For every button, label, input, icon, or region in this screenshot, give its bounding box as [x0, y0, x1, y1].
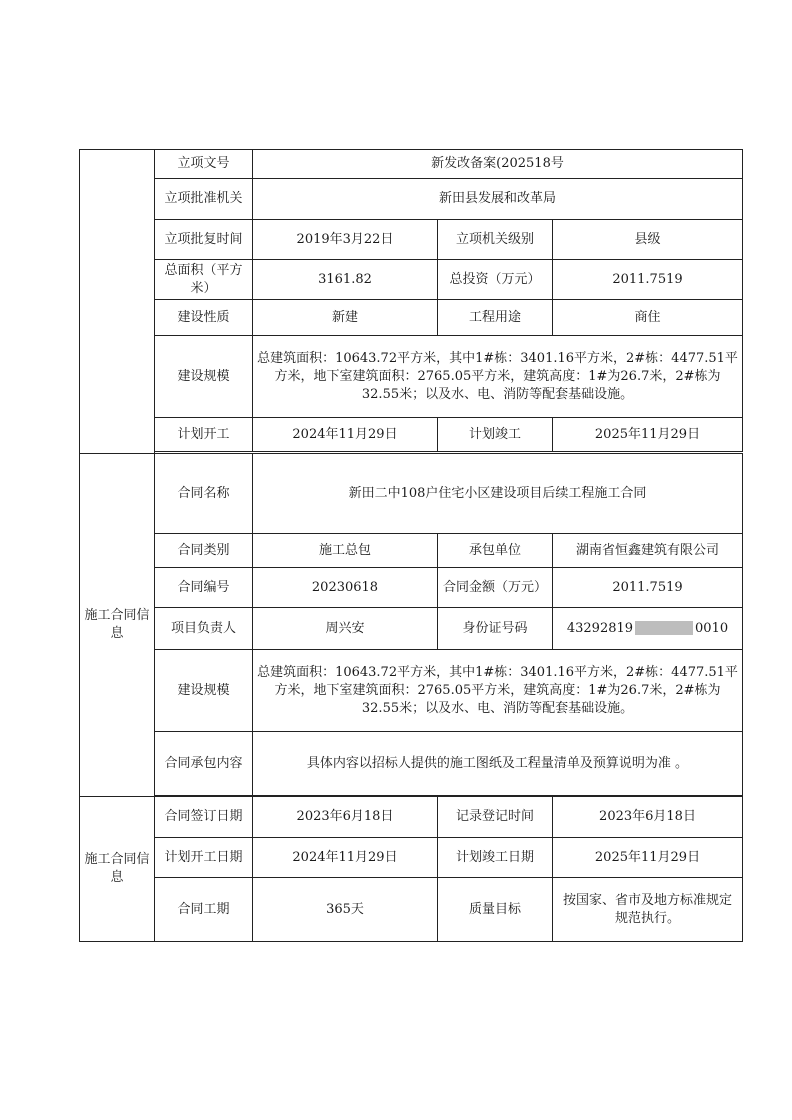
record-date-value: 2023年6月18日 [553, 797, 743, 838]
contract-amount-label: 合同金额（万元） [438, 568, 553, 608]
contract-amount-value: 2011.7519 [553, 568, 743, 608]
scale-value: 总建筑面积：10643.72平方米，其中1#栋：3401.16平方米，2#栋：4477.51平方米，地下室建筑面积：2765.05平方米，建筑高度：1#为26.7米，2#栋为32.55米；以及水、电、消防等配套基础设施。 [253, 336, 743, 418]
contract-content-value: 具体内容以招标人提供的施工图纸及工程量清单及预算说明为准 。 [253, 732, 743, 796]
table-row [80, 300, 743, 336]
nature-value: 新建 [253, 300, 438, 336]
manager-label: 项目负责人 [155, 608, 253, 650]
total-area-value: 3161.82 [253, 260, 438, 300]
org-level-label: 立项机关级别 [438, 220, 553, 260]
table-row [80, 260, 743, 300]
contractor-label: 承包单位 [438, 534, 553, 568]
plan-finish-date-label: 计划竣工日期 [438, 838, 553, 878]
approval-no-value: 新发改备案(202518号 [253, 150, 743, 179]
contract-type-value: 施工总包 [253, 534, 438, 568]
table-row [80, 179, 743, 220]
total-area-label: 总面积（平方米） [155, 260, 253, 300]
approval-date-value: 2019年3月22日 [253, 220, 438, 260]
table-row [80, 608, 743, 650]
id-value [553, 608, 743, 650]
duration-value: 365天 [253, 878, 438, 942]
table-row [80, 732, 743, 796]
usage-label: 工程用途 [438, 300, 553, 336]
approval-no-label: 立项文号 [155, 150, 253, 179]
table-row [80, 797, 743, 838]
table-row [80, 838, 743, 878]
table-row [80, 336, 743, 418]
id-label: 身份证号码 [438, 608, 553, 650]
plan-start-date-value: 2024年11月29日 [253, 838, 438, 878]
table-row [80, 418, 743, 452]
contract-section-label: 施工合同信息 [80, 454, 155, 797]
quality-label: 质量目标 [438, 878, 553, 942]
plan-finish-label: 计划竣工 [438, 418, 553, 452]
contract-name-value: 新田二中108户住宅小区建设项目后续工程施工合同 [253, 454, 743, 534]
total-invest-label: 总投资（万元） [438, 260, 553, 300]
contract-scale-value: 总建筑面积：10643.72平方米，其中1#栋：3401.16平方米，2#栋：4477.51平方米，地下室建筑面积：2765.05平方米，建筑高度：1#为26.7米，2#栋为32.55米；以及水、电、消防等配套基础设施。 [253, 650, 743, 732]
contract-content-label: 合同承包内容 [155, 732, 253, 796]
contract2-section-label: 施工合同信息 [80, 797, 155, 942]
table-row [80, 220, 743, 260]
contract-scale-label: 建设规模 [155, 650, 253, 732]
contract-number-value: 20230618 [253, 568, 438, 608]
table-row [80, 534, 743, 568]
plan-finish-value: 2025年11月29日 [553, 418, 743, 452]
table-row [80, 878, 743, 942]
approval-date-label: 立项批复时间 [155, 220, 253, 260]
table-row [80, 568, 743, 608]
total-invest-value: 2011.7519 [553, 260, 743, 300]
quality-value: 按国家、省市及地方标准规定规范执行。 [553, 878, 743, 942]
sign-date-value: 2023年6月18日 [253, 797, 438, 838]
project-info-table [79, 149, 743, 942]
nature-label: 建设性质 [155, 300, 253, 336]
table-row [80, 454, 743, 534]
section-cell-blank [80, 150, 155, 454]
plan-start-date-label: 计划开工日期 [155, 838, 253, 878]
scale-label: 建设规模 [155, 336, 253, 418]
table-row [80, 650, 743, 732]
redaction-block [635, 621, 693, 635]
record-date-label: 记录登记时间 [438, 797, 553, 838]
usage-value: 商住 [553, 300, 743, 336]
contract-number-label: 合同编号 [155, 568, 253, 608]
contract-type-label: 合同类别 [155, 534, 253, 568]
plan-start-label: 计划开工 [155, 418, 253, 452]
contract-name-label: 合同名称 [155, 454, 253, 534]
approval-org-label: 立项批准机关 [155, 179, 253, 220]
manager-value: 周兴安 [253, 608, 438, 650]
org-level-value: 县级 [553, 220, 743, 260]
duration-label: 合同工期 [155, 878, 253, 942]
approval-org-value: 新田县发展和改革局 [253, 179, 743, 220]
id-suffix: 0010 [695, 620, 729, 636]
plan-finish-date-value: 2025年11月29日 [553, 838, 743, 878]
id-prefix: 43292819 [566, 620, 634, 636]
sign-date-label: 合同签订日期 [155, 797, 253, 838]
contractor-value: 湖南省恒鑫建筑有限公司 [553, 534, 743, 568]
plan-start-value: 2024年11月29日 [253, 418, 438, 452]
table-row [80, 150, 743, 179]
